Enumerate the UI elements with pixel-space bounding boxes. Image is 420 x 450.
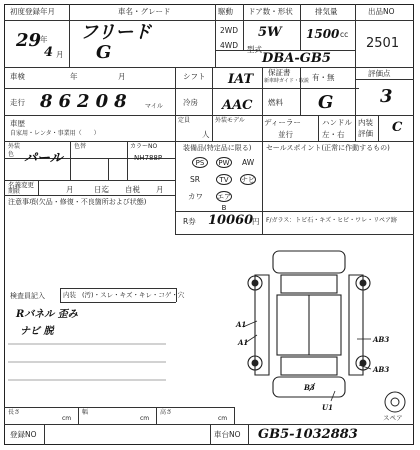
color-value: パール xyxy=(24,151,63,166)
rule xyxy=(69,4,70,67)
rule xyxy=(262,141,263,234)
rule xyxy=(355,79,414,80)
capacity-unit: 人 xyxy=(202,130,210,139)
equip-ps: PS xyxy=(192,157,208,168)
equip-airbag: エアB xyxy=(217,193,231,212)
recycle-unit: 円 xyxy=(252,217,260,226)
length-label: 長さ xyxy=(8,409,21,416)
fglass-legend: F/ガラス：トビ石・キズ・ヒビ・ワレ・リペア跡 xyxy=(266,217,398,224)
width-unit: cm xyxy=(140,415,150,422)
width-label: 幅 xyxy=(82,409,89,416)
drive-4wd: 4WD xyxy=(220,41,238,50)
exterior-label: 外装 xyxy=(8,143,21,150)
dealer-label: ディーラー xyxy=(264,118,301,127)
shift-value: IAT xyxy=(228,72,254,87)
rule xyxy=(234,407,235,424)
rule xyxy=(4,195,175,196)
rule xyxy=(156,407,157,424)
rule xyxy=(44,424,45,445)
mileage-label: 走行 xyxy=(10,98,25,107)
first-reg-label: 初度登録年月 xyxy=(10,7,55,16)
rule xyxy=(355,115,414,116)
rule xyxy=(4,141,414,142)
rule xyxy=(212,67,213,115)
capacity-label: 定員 xyxy=(178,117,191,124)
handle-label: ハンドル xyxy=(322,118,352,127)
rule xyxy=(300,67,301,115)
door-value: 5W xyxy=(258,25,282,40)
rule xyxy=(175,141,176,234)
rule xyxy=(4,407,234,408)
chassis-label: 車台NO xyxy=(214,430,241,439)
dealer-sub: 並行 xyxy=(278,130,293,139)
displacement-unit: cc xyxy=(340,30,349,39)
equip-leather: カワ xyxy=(188,192,203,201)
type-value: DBA-GB5 xyxy=(262,51,331,66)
recycle-label: R券 xyxy=(183,217,196,226)
rule xyxy=(318,115,319,141)
type-label: 型式 xyxy=(247,45,262,54)
first-reg-year: 29 xyxy=(16,30,42,51)
diagram-mark-ab3-rear: AB3 xyxy=(373,365,390,374)
color-no-value: カラーNO xyxy=(130,143,158,150)
color-no-label: 色替 xyxy=(74,143,87,150)
door-label: ドア数・形状 xyxy=(248,7,293,16)
recycle-value: 10060 xyxy=(208,213,254,228)
grade-label: 評価点 xyxy=(368,69,391,78)
fuel-label: 燃料 xyxy=(268,98,283,107)
tax-label: 自税 xyxy=(125,185,140,194)
diagram-mark-ab3-side: AB3 xyxy=(373,335,390,344)
ac-value: AAC xyxy=(222,98,253,113)
equip-tv: TV xyxy=(216,174,232,185)
mileage-value: 86208 xyxy=(40,91,133,112)
diagram-mark-u1: U1 xyxy=(322,403,333,412)
diagram-mark-b3: B3 xyxy=(304,383,315,392)
rule xyxy=(262,67,263,141)
model-name: フリード xyxy=(80,22,152,43)
rule xyxy=(60,288,61,302)
tax-month: 月 xyxy=(156,185,164,194)
rule xyxy=(175,67,176,115)
grade-value: 3 xyxy=(380,86,393,107)
rule xyxy=(127,141,128,180)
interior-sub: 評価 xyxy=(358,129,373,138)
rule xyxy=(108,158,109,180)
rule xyxy=(60,288,176,289)
rule xyxy=(60,302,176,303)
grade: G xyxy=(96,42,112,63)
change-label: 外装モデル xyxy=(215,117,245,124)
fuel-value: G xyxy=(318,92,334,113)
name-change-sub: 期限 xyxy=(8,188,21,195)
car-diagram xyxy=(235,235,385,405)
equip-aw: AW xyxy=(242,158,255,167)
year-unit: 年 xyxy=(40,35,48,44)
inspector-label: 検査員記入 xyxy=(10,292,45,300)
model-grade-label: 車名・グレード xyxy=(118,7,171,16)
hand-note-2: ナビ 脱 xyxy=(20,326,54,337)
name-change-label: 名義変更 xyxy=(8,181,34,189)
usage-label: 車歴 xyxy=(10,119,25,128)
interior-label: 内装 xyxy=(358,118,373,127)
warranty-label: 保証書 xyxy=(268,68,291,77)
diagram-mark-a1-lower: A1 xyxy=(238,338,249,347)
drive-2wd: 2WD xyxy=(220,26,238,35)
displacement-value: 1500 xyxy=(306,27,340,41)
height-label: 高さ xyxy=(160,409,173,416)
displacement-label: 排気量 xyxy=(315,7,338,16)
usage-sub: 自家用・レンタ・事業用（ ） xyxy=(10,130,100,137)
equip-sr: SR xyxy=(190,175,200,184)
rule xyxy=(70,141,71,180)
rule xyxy=(175,211,414,212)
warranty-sub: 新車時ガイド・取説 xyxy=(264,78,309,84)
inspection-month: 月 xyxy=(118,72,126,81)
rule xyxy=(378,115,379,141)
spare-label: スペア xyxy=(383,414,403,422)
nc-month: 月 xyxy=(66,185,74,194)
rule xyxy=(355,4,356,67)
rule xyxy=(4,115,355,116)
diagram-mark-a1-upper: A1 xyxy=(236,320,247,329)
length-unit: cm xyxy=(62,415,72,422)
rule xyxy=(4,20,414,21)
rule xyxy=(4,88,359,89)
ac-label: 冷房 xyxy=(183,98,198,107)
equipment-label: 装備品(特定品に限る) xyxy=(183,144,252,152)
rule xyxy=(215,4,216,67)
height-unit: cm xyxy=(218,415,228,422)
color-label: 色 xyxy=(8,151,15,158)
shift-label: シフト xyxy=(183,72,206,81)
rule xyxy=(243,4,244,50)
sales-point-label: セールスポイント(正常に作動するもの) xyxy=(266,144,390,152)
hand-note-1: Rバネル 歪み xyxy=(16,309,78,320)
nc-day: 日迄 xyxy=(94,185,109,194)
rule xyxy=(212,115,213,141)
rule xyxy=(4,424,414,425)
color-code: NH788P xyxy=(134,154,163,162)
notes-label: 注意事項(欠品・修復・不良箇所および状態) xyxy=(8,198,147,206)
equip-navi: ナビ xyxy=(241,176,255,184)
lot-label: 出品NO xyxy=(368,7,395,16)
chassis-value: GB5-1032883 xyxy=(258,427,358,442)
interior-check: 内装 xyxy=(63,291,76,299)
handle-sub: 左・右 xyxy=(322,130,345,139)
first-reg-month: 4 xyxy=(44,45,54,60)
note-lines xyxy=(8,310,168,390)
inspection-label: 車検 xyxy=(10,72,25,81)
rule xyxy=(4,67,414,68)
warranty-value: 有・無 xyxy=(312,73,335,82)
rule xyxy=(38,180,39,195)
rule xyxy=(300,4,301,50)
mileage-unit: マイル xyxy=(145,103,163,110)
equip-pw: PW xyxy=(216,157,232,168)
month-unit: 月 xyxy=(56,50,64,59)
lot-number: 2501 xyxy=(366,36,400,51)
inspection-year: 年 xyxy=(70,72,78,81)
interior-value: C xyxy=(392,120,403,135)
interior-marks: (汚)・スレ・キズ・キレ・コゲ・穴 xyxy=(82,291,185,299)
rule xyxy=(210,424,211,445)
rule xyxy=(78,407,79,424)
reg-no-label: 登録NO xyxy=(10,430,37,439)
rule xyxy=(248,424,249,445)
rule xyxy=(175,115,176,141)
drive-label: 駆動 xyxy=(218,7,233,16)
